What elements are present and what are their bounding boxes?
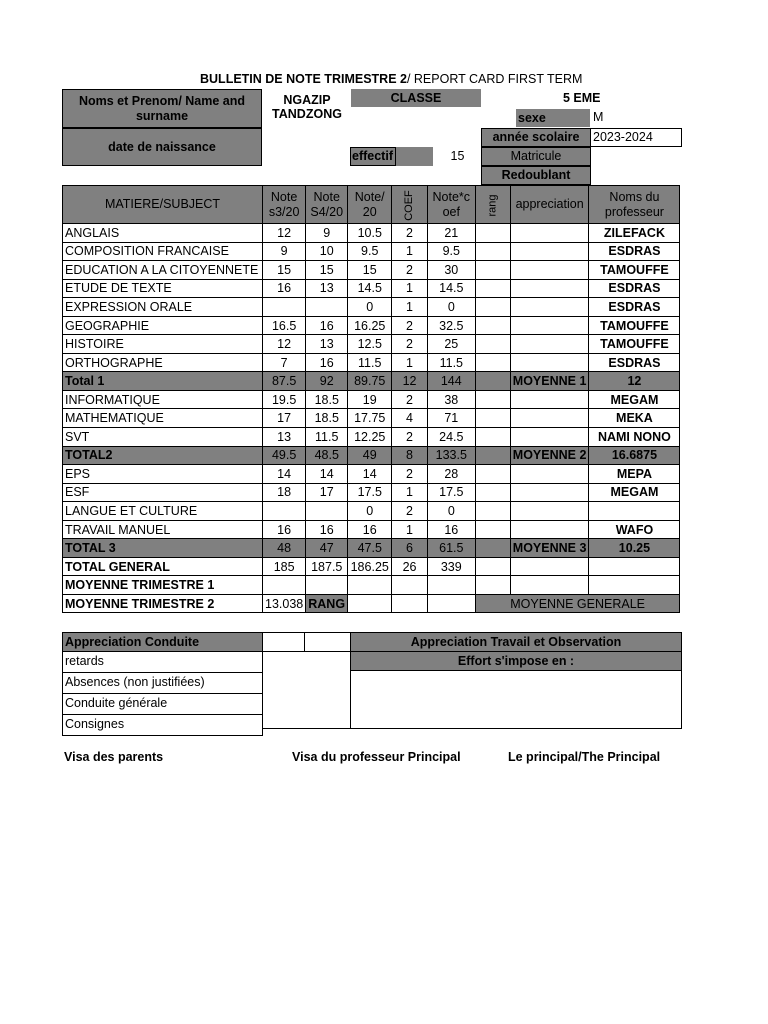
conduite-values [262, 651, 351, 729]
report-title [200, 72, 582, 86]
coef-cell: 1 [392, 520, 428, 539]
prof-cell: NAMI NONO [589, 428, 680, 447]
s3-cell: 16 [263, 279, 306, 298]
col-note: Note/ 20 [348, 186, 392, 224]
note-cell: 14.5 [348, 279, 392, 298]
year-label: année scolaire [481, 128, 591, 147]
s3-cell: 18 [263, 483, 306, 502]
moyenne-generale-label: MOYENNE GENERALE [475, 594, 680, 613]
rang-cell [475, 261, 510, 280]
grades-table [62, 185, 680, 613]
conduite-header: Appreciation Conduite [62, 632, 263, 652]
col-rang: rang [475, 186, 510, 224]
appreciation-cell [510, 224, 589, 243]
rang-cell [475, 483, 510, 502]
appreciation-cell [510, 409, 589, 428]
s3-cell [263, 298, 306, 317]
moyenne-trimestre-2-row: MOYENNE TRIMESTRE 2 13.038 RANG MOYENNE GENERALE [63, 594, 680, 613]
appreciation-cell [510, 483, 589, 502]
observation-box [350, 670, 682, 729]
note-cell: 17.75 [348, 409, 392, 428]
subject-cell: TOTAL 3 [63, 539, 263, 558]
subject-row [63, 242, 680, 261]
nc-cell: 30 [427, 261, 475, 280]
subject-row [63, 520, 680, 539]
rang-cell [475, 409, 510, 428]
s4-cell: 16 [306, 520, 348, 539]
s4-cell: 16 [306, 316, 348, 335]
s3-cell: 48 [263, 539, 306, 558]
col-subject: MATIERE/SUBJECT [63, 186, 263, 224]
effectif-value: 15 [450, 149, 465, 163]
nc-cell: 9.5 [427, 242, 475, 261]
rang-cell [475, 428, 510, 447]
coef-cell: 6 [392, 539, 428, 558]
rang-cell [475, 316, 510, 335]
sexe-label: sexe [516, 109, 590, 127]
coef-cell: 2 [392, 428, 428, 447]
conduite-item-consignes: Consignes [62, 714, 263, 736]
s4-cell: 48.5 [306, 446, 348, 465]
coef-cell: 8 [392, 446, 428, 465]
subject-row [63, 316, 680, 335]
appreciation-cell [510, 335, 589, 354]
nc-cell: 16 [427, 520, 475, 539]
rang-label: RANG [306, 594, 348, 613]
name-label: Noms et Prenom/ Name and surname [62, 89, 262, 128]
appreciation-cell [510, 279, 589, 298]
subject-row [63, 390, 680, 409]
s3-cell: 17 [263, 409, 306, 428]
subject-row [63, 279, 680, 298]
subject-row [63, 409, 680, 428]
classe-value: 5 EME [563, 91, 601, 105]
appreciation-cell [510, 298, 589, 317]
s4-cell: 14 [306, 465, 348, 484]
s4-cell: 9 [306, 224, 348, 243]
subject-row [63, 353, 680, 372]
rang-cell [475, 539, 510, 558]
note-cell: 47.5 [348, 539, 392, 558]
s4-cell: 15 [306, 261, 348, 280]
classe-label: CLASSE [351, 89, 481, 107]
note-cell: 17.5 [348, 483, 392, 502]
prof-cell: ESDRAS [589, 279, 680, 298]
effort-label: Effort s'impose en : [350, 651, 682, 671]
subject-cell: COMPOSITION FRANCAISE [63, 242, 263, 261]
subject-row [63, 502, 680, 521]
col-appreciation: appreciation [510, 186, 589, 224]
subject-row [63, 298, 680, 317]
note-cell: 11.5 [348, 353, 392, 372]
subject-row [63, 261, 680, 280]
col-prof: Noms du professeur [589, 186, 680, 224]
coef-cell: 2 [392, 261, 428, 280]
rang-cell [475, 242, 510, 261]
s4-cell: 18.5 [306, 409, 348, 428]
total-row [63, 372, 680, 391]
coef-cell: 4 [392, 409, 428, 428]
col-s4: Note S4/20 [306, 186, 348, 224]
nc-cell: 11.5 [427, 353, 475, 372]
subject-cell: TRAVAIL MANUEL [63, 520, 263, 539]
subject-cell: EDUCATION A LA CITOYENNETE [63, 261, 263, 280]
s4-cell: 16 [306, 353, 348, 372]
appreciation-cell [510, 316, 589, 335]
appreciation-cell [510, 261, 589, 280]
rang-cell [475, 335, 510, 354]
nc-cell: 38 [427, 390, 475, 409]
nc-cell: 25 [427, 335, 475, 354]
subject-cell: INFORMATIQUE [63, 390, 263, 409]
s4-cell: 92 [306, 372, 348, 391]
nc-cell: 133.5 [427, 446, 475, 465]
subject-cell: TOTAL2 [63, 446, 263, 465]
rang-cell [475, 465, 510, 484]
s4-cell: 17 [306, 483, 348, 502]
conduite-blank-1 [262, 632, 305, 652]
coef-cell: 2 [392, 465, 428, 484]
subject-cell: SVT [63, 428, 263, 447]
s4-cell: 11.5 [306, 428, 348, 447]
nc-cell: 0 [427, 298, 475, 317]
coef-cell: 2 [392, 224, 428, 243]
title-normal: / REPORT CARD FIRST TERM [406, 72, 583, 86]
appreciation-cell [510, 502, 589, 521]
s4-cell: 10 [306, 242, 348, 261]
s3-cell: 49.5 [263, 446, 306, 465]
nc-cell: 28 [427, 465, 475, 484]
prof-cell: TAMOUFFE [589, 335, 680, 354]
note-cell: 49 [348, 446, 392, 465]
note-cell: 12.5 [348, 335, 392, 354]
prof-cell: 10.25 [589, 539, 680, 558]
note-cell: 9.5 [348, 242, 392, 261]
rang-cell [475, 298, 510, 317]
subject-cell: ETUDE DE TEXTE [63, 279, 263, 298]
year-value: 2023-2024 [590, 128, 682, 147]
note-cell: 0 [348, 502, 392, 521]
dob-label: date de naissance [62, 128, 262, 166]
subject-cell: ANGLAIS [63, 224, 263, 243]
visa-principal: Le principal/The Principal [508, 750, 661, 764]
s4-cell: 13 [306, 279, 348, 298]
col-coef: COEF [392, 186, 428, 224]
sexe-value: M [593, 110, 604, 124]
subject-row [63, 483, 680, 502]
prof-cell: TAMOUFFE [589, 316, 680, 335]
s3-cell: 87.5 [263, 372, 306, 391]
moyenne-t2-value: 13.038 [263, 594, 306, 613]
nc-cell: 24.5 [427, 428, 475, 447]
nc-cell: 32.5 [427, 316, 475, 335]
nc-cell: 0 [427, 502, 475, 521]
appreciation-cell [510, 353, 589, 372]
redoublant-label: Redoublant [481, 166, 591, 185]
prof-cell: WAFO [589, 520, 680, 539]
effectif-label: effectif [350, 147, 396, 166]
conduite-item-conduite: Conduite générale [62, 693, 263, 715]
visa-prof-principal: Visa du professeur Principal [292, 750, 461, 764]
rang-cell [475, 224, 510, 243]
nc-cell: 21 [427, 224, 475, 243]
prof-cell: ESDRAS [589, 353, 680, 372]
appreciation-cell: MOYENNE 2 [510, 446, 589, 465]
subject-cell: LANGUE ET CULTURE [63, 502, 263, 521]
s3-cell: 13 [263, 428, 306, 447]
subject-cell: HISTOIRE [63, 335, 263, 354]
subject-cell: EXPRESSION ORALE [63, 298, 263, 317]
coef-cell: 2 [392, 390, 428, 409]
conduite-item-retards: retards [62, 651, 263, 673]
coef-cell: 1 [392, 353, 428, 372]
s4-cell: 18.5 [306, 390, 348, 409]
s3-cell [263, 502, 306, 521]
appreciation-cell [510, 465, 589, 484]
appreciation-cell [510, 520, 589, 539]
matricule-label: Matricule [481, 147, 591, 166]
coef-cell: 2 [392, 316, 428, 335]
s3-cell: 16 [263, 520, 306, 539]
subject-row [63, 428, 680, 447]
rang-cell [475, 279, 510, 298]
s3-cell: 7 [263, 353, 306, 372]
s4-cell: 47 [306, 539, 348, 558]
s4-cell: 13 [306, 335, 348, 354]
prof-cell: 16.6875 [589, 446, 680, 465]
coef-cell: 1 [392, 483, 428, 502]
note-cell: 89.75 [348, 372, 392, 391]
subject-cell: MATHEMATIQUE [63, 409, 263, 428]
prof-cell: MEPA [589, 465, 680, 484]
coef-cell: 1 [392, 298, 428, 317]
rang-cell [475, 520, 510, 539]
s3-cell: 14 [263, 465, 306, 484]
prof-cell: MEGAM [589, 483, 680, 502]
subject-row [63, 224, 680, 243]
subject-cell: ESF [63, 483, 263, 502]
rang-cell [475, 390, 510, 409]
coef-cell: 12 [392, 372, 428, 391]
s3-cell: 15 [263, 261, 306, 280]
coef-cell: 2 [392, 335, 428, 354]
table-header [63, 186, 680, 224]
rang-cell [475, 372, 510, 391]
note-cell: 14 [348, 465, 392, 484]
coef-cell: 2 [392, 502, 428, 521]
subject-cell: Total 1 [63, 372, 263, 391]
note-cell: 12.25 [348, 428, 392, 447]
total-general-row: TOTAL GENERAL 185 187.5 186.25 26 339 [63, 557, 680, 576]
subject-row [63, 465, 680, 484]
note-cell: 15 [348, 261, 392, 280]
nc-cell: 144 [427, 372, 475, 391]
appreciation-cell [510, 390, 589, 409]
conduite-blank-2 [304, 632, 351, 652]
subject-row [63, 335, 680, 354]
s3-cell: 12 [263, 335, 306, 354]
appreciation-section [62, 632, 682, 729]
note-cell: 16 [348, 520, 392, 539]
total-row [63, 539, 680, 558]
nc-cell: 71 [427, 409, 475, 428]
appreciation-cell: MOYENNE 1 [510, 372, 589, 391]
prof-cell: MEKA [589, 409, 680, 428]
s3-cell: 19.5 [263, 390, 306, 409]
prof-cell: TAMOUFFE [589, 261, 680, 280]
conduite-item-absences: Absences (non justifiées) [62, 672, 263, 694]
effectif-filler [396, 147, 433, 166]
total-row [63, 446, 680, 465]
appreciation-cell [510, 428, 589, 447]
visa-parents: Visa des parents [64, 750, 164, 764]
rang-cell [475, 353, 510, 372]
coef-cell: 1 [392, 242, 428, 261]
note-cell: 19 [348, 390, 392, 409]
note-cell: 0 [348, 298, 392, 317]
moyenne-trimestre-1-row: MOYENNE TRIMESTRE 1 [63, 576, 680, 595]
title-bold: BULLETIN DE NOTE TRIMESTRE 2 [200, 72, 407, 86]
s3-cell: 16.5 [263, 316, 306, 335]
subject-cell: EPS [63, 465, 263, 484]
prof-cell: ZILEFACK [589, 224, 680, 243]
appreciation-cell [510, 242, 589, 261]
coef-cell: 1 [392, 279, 428, 298]
note-cell: 10.5 [348, 224, 392, 243]
nc-cell: 14.5 [427, 279, 475, 298]
col-s3: Note s3/20 [263, 186, 306, 224]
note-cell: 16.25 [348, 316, 392, 335]
rang-cell [475, 502, 510, 521]
s4-cell [306, 502, 348, 521]
appreciation-cell: MOYENNE 3 [510, 539, 589, 558]
rang-cell [475, 446, 510, 465]
nc-cell: 61.5 [427, 539, 475, 558]
nc-cell: 17.5 [427, 483, 475, 502]
conduite-list [62, 651, 263, 736]
prof-cell [589, 502, 680, 521]
prof-cell: ESDRAS [589, 242, 680, 261]
s4-cell [306, 298, 348, 317]
subject-cell: GEOGRAPHIE [63, 316, 263, 335]
subject-cell: ORTHOGRAPHE [63, 353, 263, 372]
prof-cell: 12 [589, 372, 680, 391]
s3-cell: 12 [263, 224, 306, 243]
name-value: NGAZIP TANDZONG [272, 93, 342, 121]
prof-cell: MEGAM [589, 390, 680, 409]
col-notecoef: Note*c oef [427, 186, 475, 224]
s3-cell: 9 [263, 242, 306, 261]
prof-cell: ESDRAS [589, 298, 680, 317]
travail-header: Appreciation Travail et Observation [350, 632, 682, 652]
